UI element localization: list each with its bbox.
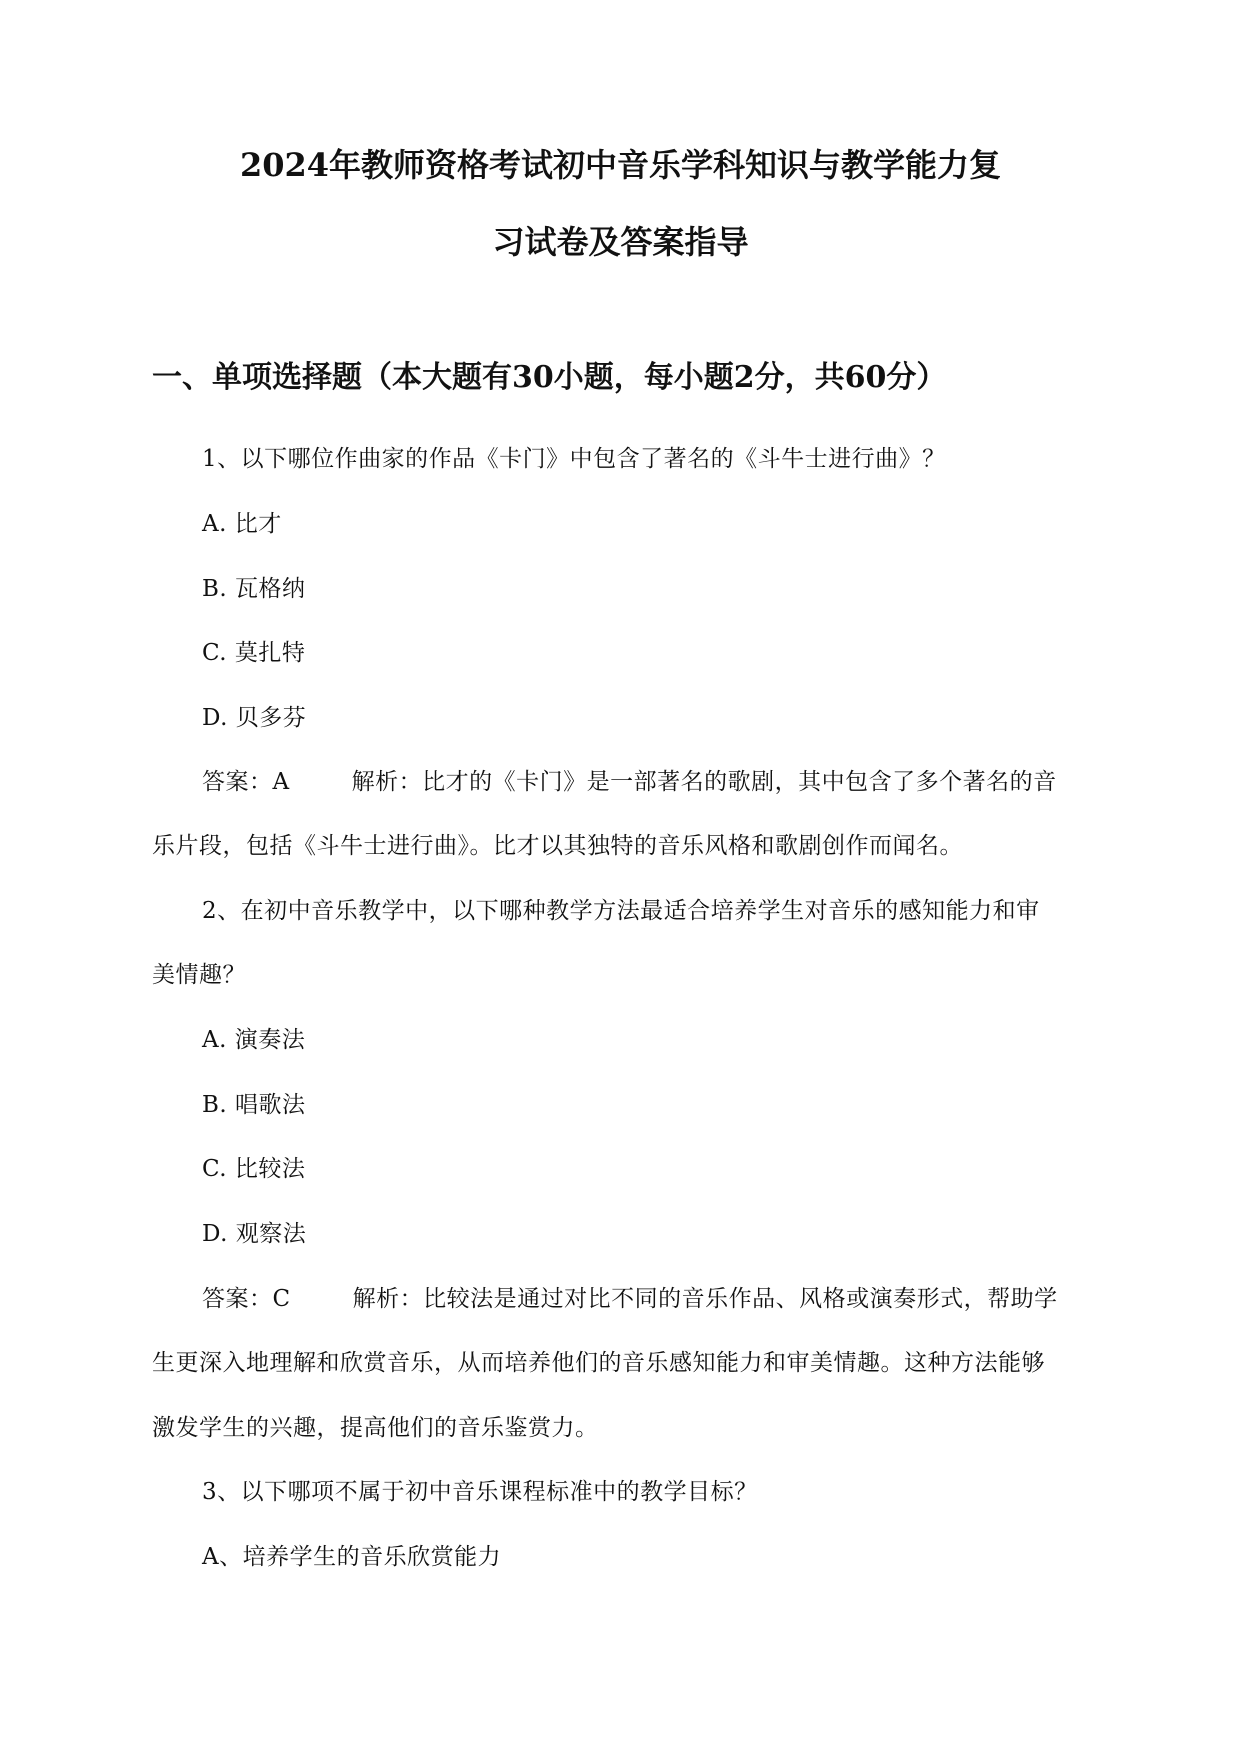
question-1-option-b: B. 瓦格纳 xyxy=(202,576,306,602)
question-2-explanation: 解析：比较法是通过对比不同的音乐作品、风格或演奏形式，帮助学 xyxy=(352,1286,1058,1312)
document-title-line-1: 2024年教师资格考试初中音乐学科知识与教学能力复 xyxy=(239,146,1002,184)
question-2-explanation-cont-1: 生更深入地理解和欣赏音乐，从而培养他们的音乐感知能力和审美情趣。这种方法能够 xyxy=(152,1350,1045,1376)
question-1-explanation-cont: 乐片段，包括《斗牛士进行曲》。比才以其独特的音乐风格和歌剧创作而闻名。 xyxy=(152,833,963,859)
question-2-option-a: A. 演奏法 xyxy=(202,1027,306,1053)
document-title-line-2: 习试卷及答案指导 xyxy=(492,223,749,261)
question-2-stem-cont: 美情趣？ xyxy=(152,962,246,988)
question-1-answer: 答案：A xyxy=(202,769,290,795)
question-1-option-a: A. 比才 xyxy=(202,511,282,537)
question-1-explanation: 解析：比才的《卡门》是一部著名的歌剧，其中包含了多个著名的音 xyxy=(351,769,1057,795)
question-2-option-d: D. 观察法 xyxy=(202,1221,307,1247)
question-2-option-c: C. 比较法 xyxy=(202,1156,306,1182)
question-2-answer: 答案：C xyxy=(202,1286,291,1312)
section-heading: 一、单项选择题（本大题有30小题，每小题2分，共60分） xyxy=(152,360,947,395)
question-3-stem: 3、以下哪项不属于初中音乐课程标准中的教学目标？ xyxy=(202,1479,758,1505)
question-2-stem: 2、在初中音乐教学中，以下哪种教学方法最适合培养学生对音乐的感知能力和审 xyxy=(202,898,1040,924)
question-1-option-d: D. 贝多芬 xyxy=(202,705,307,731)
question-2-option-b: B. 唱歌法 xyxy=(202,1092,306,1118)
question-1-answer-row xyxy=(202,763,1057,796)
question-1-stem: 1、以下哪位作曲家的作品《卡门》中包含了著名的《斗牛士进行曲》？ xyxy=(202,446,946,472)
question-2-answer-row xyxy=(202,1280,1058,1313)
question-1-option-c: C. 莫扎特 xyxy=(202,640,306,666)
question-2-explanation-cont-2: 激发学生的兴趣，提高他们的音乐鉴赏力。 xyxy=(152,1415,599,1441)
question-3-option-a: A、培养学生的音乐欣赏能力 xyxy=(202,1544,502,1570)
